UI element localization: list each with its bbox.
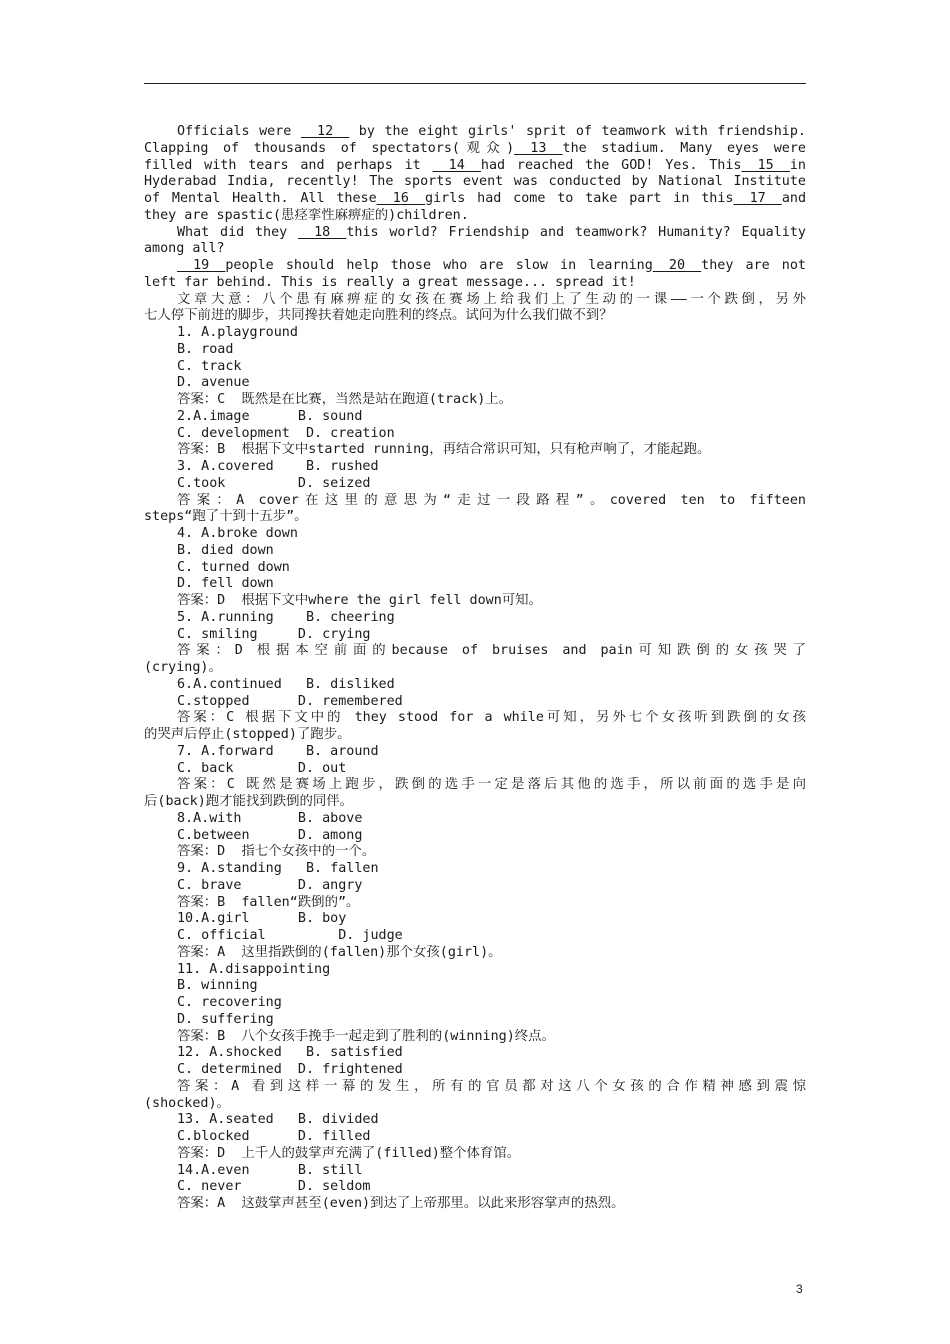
question-option: 9. A.standing B. fallen [177, 861, 379, 876]
question-option: D. avenue [177, 375, 250, 391]
passage-text: left far behind. This is really a great message... spread it! [144, 274, 636, 290]
answer-blank: 13 [514, 140, 563, 156]
summary-line: 文章大意：八个患有麻痹症的女孩在赛场上给我们上了生动的一课——一个跌倒，另外 [177, 291, 806, 307]
passage-text: What did they [177, 224, 298, 240]
answer-blank: 14 [432, 157, 481, 173]
question-option: 13. A.seated B. divided [177, 1112, 379, 1128]
answer-explanation: 答案：A cover在这里的意思为“走过一段路程”。covered ten to fifteen [177, 492, 806, 508]
answer-explanation: 答案：A 这鼓掌声甚至(even)到达了上帝那里。以此来形容掌声的热烈。 [177, 1196, 625, 1211]
question-option: B. died down [177, 542, 274, 558]
passage-text: had reached the GOD! Yes. This [480, 157, 742, 173]
passage-text: they are spastic(患痉挛性麻痹症的)children. [144, 207, 469, 223]
question-option: 5. A.running B. cheering [177, 609, 395, 625]
question-option: 6.A.continued B. disliked [177, 676, 395, 692]
question-option: 8.A.with B. above [177, 810, 363, 826]
question-option: 10.A.girl B. boy [177, 911, 347, 927]
question-option: C. turned down [177, 559, 290, 575]
question-option: 2.A.image B. sound [177, 408, 363, 424]
passage-text: among all? [144, 241, 225, 257]
question-option: B. road [177, 341, 234, 357]
answer-explanation: (crying)。 [144, 660, 222, 675]
question-option: D. fell down [177, 576, 274, 592]
answer-explanation: 答案：D 根据本空前面的because of bruises and pain可知跌倒的女孩哭了 [177, 643, 806, 659]
answer-explanation: 答案：B 根据下文中started running，再结合常识可知，只有枪声响了，才能起跑。 [177, 442, 711, 458]
answer-explanation: 答案：D 根据下文中where the girl fell down可知。 [177, 593, 542, 608]
passage-line [144, 124, 806, 141]
passage-line [144, 208, 806, 225]
passage-line [144, 174, 806, 191]
passage-text: filled with tears and perhaps it [144, 157, 433, 173]
question-option: 1. A.playground [177, 325, 298, 340]
question-option: C. official D. judge [177, 928, 403, 943]
question-option: C. track [177, 358, 242, 374]
passage-text: people should help those who are slow in learning [225, 258, 653, 273]
passage-line [144, 275, 806, 292]
question-option: C. development D. creation [177, 425, 395, 441]
passage-text: the stadium. Many eyes were [562, 140, 806, 156]
answer-explanation: 后(back)跑才能找到跌倒的同伴。 [144, 794, 354, 809]
question-option: B. winning [177, 978, 258, 994]
question-option: C.blocked D. filled [177, 1129, 371, 1144]
passage-text: this world? Friendship and teamwork? Humanity? Equality [346, 224, 806, 240]
answer-explanation: 答案：C 既然是赛场上跑步，跌倒的选手一定是落后其他的选手，所以前面的选手是向 [177, 777, 806, 793]
question-option: C. never D. seldom [177, 1179, 371, 1195]
question-option: C. brave D. angry [177, 877, 363, 893]
question-option: 3. A.covered B. rushed [177, 459, 379, 474]
question-option: C.stopped D. remembered [177, 693, 403, 709]
header-rule [144, 83, 806, 84]
question-option: 12. A.shocked B. satisfied [177, 1045, 403, 1061]
answer-explanation: 答案：D 上千人的鼓掌声充满了(filled)整个体育馆。 [177, 1145, 521, 1161]
question-option: 14.A.even B. still [177, 1162, 363, 1178]
answer-explanation: 答案：B fallen“跌倒的”。 [177, 894, 360, 910]
answer-explanation: steps“跑了十到十五步”。 [144, 509, 308, 525]
passage-text: by the eight girls' sprit of teamwork with friendship. [349, 124, 806, 139]
passage-text: Clapping of thousands of spectators(观众) [144, 140, 515, 156]
passage-line [144, 241, 806, 258]
passage-text: of Mental Health. All these [144, 191, 377, 206]
question-option: 7. A.forward B. around [177, 743, 379, 759]
passage-line [144, 158, 806, 175]
answer-blank: 16 [376, 191, 426, 206]
question-option: C.took D. seized [177, 475, 371, 491]
question-option: C. recovering [177, 995, 282, 1010]
question-option: C. smiling D. crying [177, 626, 371, 642]
answer-explanation: 答案：C 根据下文中的 they stood for a while可知，另外七个女孩听到跌倒的女孩 [177, 710, 806, 726]
question-option: C.between D. among [177, 827, 363, 843]
answer-explanation: 答案：C 既然是在比赛，当然是站在跑道(track)上。 [177, 392, 513, 407]
answer-explanation: 的哭声后停止(stopped)了跑步。 [144, 727, 351, 742]
passage-line [144, 225, 806, 242]
passage-text: in [789, 157, 806, 173]
question-option: 11. A.disappointing [177, 961, 331, 977]
document-body [144, 124, 806, 1213]
passage-line [144, 141, 806, 158]
passage-text: they are not [701, 258, 806, 273]
passage-text: girls had come to take part in this [425, 191, 734, 206]
answer-blank: 15 [741, 157, 790, 173]
answer-explanation: 答案：A 这里指跌倒的(fallen)那个女孩(girl)。 [177, 944, 502, 960]
answer-blank: 20 [652, 258, 702, 273]
passage-line [144, 191, 806, 208]
passage-line [144, 258, 806, 275]
answer-explanation: 答案：B 八个女孩手挽手一起走到了胜利的(winning)终点。 [177, 1028, 555, 1044]
answer-explanation: 答案：D 指七个女孩中的一个。 [177, 844, 376, 860]
answer-blank: 19 [177, 258, 226, 273]
question-option: D. suffering [177, 1011, 274, 1027]
answer-blank: 12 [300, 124, 350, 139]
summary-line: 七人停下前进的脚步，共同搀扶着她走向胜利的终点。试问为什么我们做不到？ [144, 308, 613, 324]
passage-text: Officials were [177, 124, 301, 139]
answer-blank: 17 [733, 191, 782, 206]
question-option: C. back D. out [177, 760, 347, 776]
answer-explanation: 答案：A 看到这样一幕的发生，所有的官员都对这八个女孩的合作精神感到震惊 [177, 1078, 806, 1094]
passage-text: Hyderabad India, recently! The sports event was conducted by National Institute [144, 174, 806, 190]
passage-text: and [781, 191, 806, 206]
page-number: 3 [796, 1282, 803, 1296]
answer-explanation: (shocked)。 [144, 1095, 230, 1111]
question-option: C. determined D. frightened [177, 1062, 403, 1077]
answer-blank: 18 [297, 224, 347, 240]
question-option: 4. A.broke down [177, 526, 298, 541]
